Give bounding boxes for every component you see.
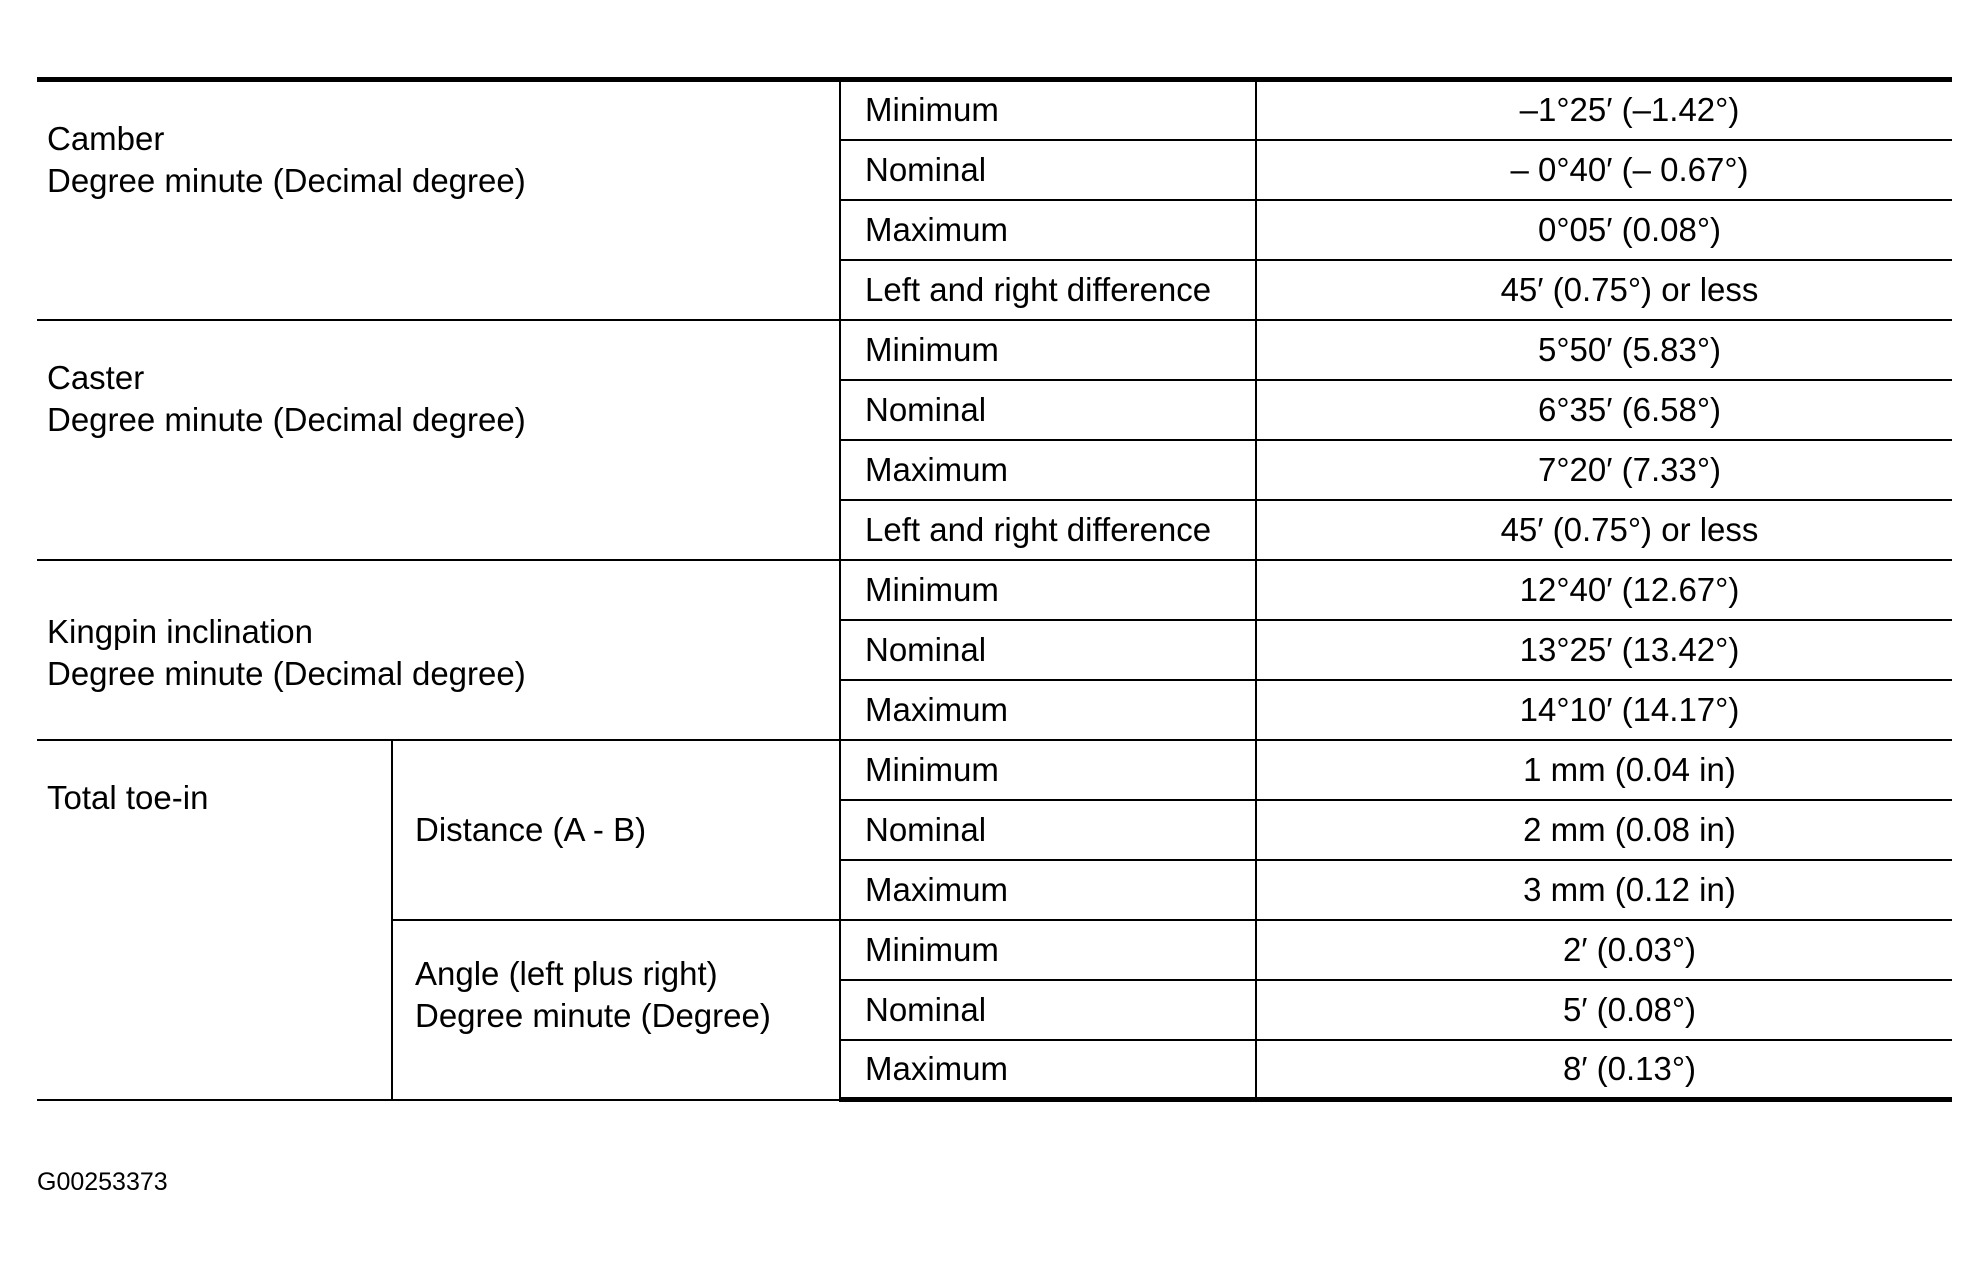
row-value: 6°35′ (6.58°): [1256, 380, 1952, 440]
kingpin-heading: [37, 560, 840, 740]
row-value: 12°40′ (12.67°): [1256, 560, 1952, 620]
row-value: 7°20′ (7.33°): [1256, 440, 1952, 500]
row-label: Minimum: [840, 320, 1256, 380]
caster-heading: [37, 320, 840, 560]
row-value: 45′ (0.75°) or less: [1256, 260, 1952, 320]
angle-unit: Degree minute (Degree): [415, 996, 771, 1034]
row-value: – 0°40′ (– 0.67°): [1256, 140, 1952, 200]
angle-title: Angle (left plus right): [415, 954, 718, 992]
table-row: [37, 80, 1952, 140]
camber-heading: [37, 80, 840, 320]
alignment-spec-table: [37, 77, 1952, 1102]
row-value: 14°10′ (14.17°): [1256, 680, 1952, 740]
distance-title: Distance (A - B): [415, 810, 647, 848]
row-label: Nominal: [840, 140, 1256, 200]
row-label: Maximum: [840, 200, 1256, 260]
row-label: Minimum: [840, 560, 1256, 620]
row-value: 5′ (0.08°): [1256, 980, 1952, 1040]
angle-heading: [392, 920, 840, 1100]
row-value: 3 mm (0.12 in): [1256, 860, 1952, 920]
camber-title: Camber: [47, 120, 165, 157]
row-label: Left and right difference: [840, 260, 1256, 320]
row-label: Left and right difference: [840, 500, 1256, 560]
row-label: Nominal: [840, 620, 1256, 680]
row-label: Nominal: [840, 980, 1256, 1040]
caster-title: Caster: [47, 358, 145, 396]
row-label: Nominal: [840, 380, 1256, 440]
row-label: Minimum: [840, 740, 1256, 800]
caster-unit: Degree minute (Decimal degree): [47, 400, 526, 438]
row-label: Nominal: [840, 800, 1256, 860]
kingpin-title: Kingpin inclination: [47, 612, 314, 650]
toe-in-title: Total toe-in: [47, 778, 209, 816]
row-label: Maximum: [840, 860, 1256, 920]
row-label: Maximum: [840, 680, 1256, 740]
row-value: 2 mm (0.08 in): [1256, 800, 1952, 860]
kingpin-unit: Degree minute (Decimal degree): [47, 654, 526, 692]
row-value: 45′ (0.75°) or less: [1256, 500, 1952, 560]
figure-id: G00253373: [37, 1168, 168, 1196]
table-row: [37, 560, 1952, 620]
row-label: Minimum: [840, 920, 1256, 980]
row-value: 8′ (0.13°): [1256, 1040, 1952, 1100]
camber-unit: Degree minute (Decimal degree): [47, 162, 526, 199]
toe-in-heading: [37, 740, 392, 1100]
row-label: Maximum: [840, 1040, 1256, 1100]
row-value: 2′ (0.03°): [1256, 920, 1952, 980]
row-label: Minimum: [840, 80, 1256, 140]
row-value: 0°05′ (0.08°): [1256, 200, 1952, 260]
row-value: –1°25′ (–1.42°): [1256, 80, 1952, 140]
table-row: [37, 740, 1952, 800]
table-row: [37, 320, 1952, 380]
row-value: 5°50′ (5.83°): [1256, 320, 1952, 380]
row-label: Maximum: [840, 440, 1256, 500]
row-value: 1 mm (0.04 in): [1256, 740, 1952, 800]
row-value: 13°25′ (13.42°): [1256, 620, 1952, 680]
distance-heading: [392, 740, 840, 920]
